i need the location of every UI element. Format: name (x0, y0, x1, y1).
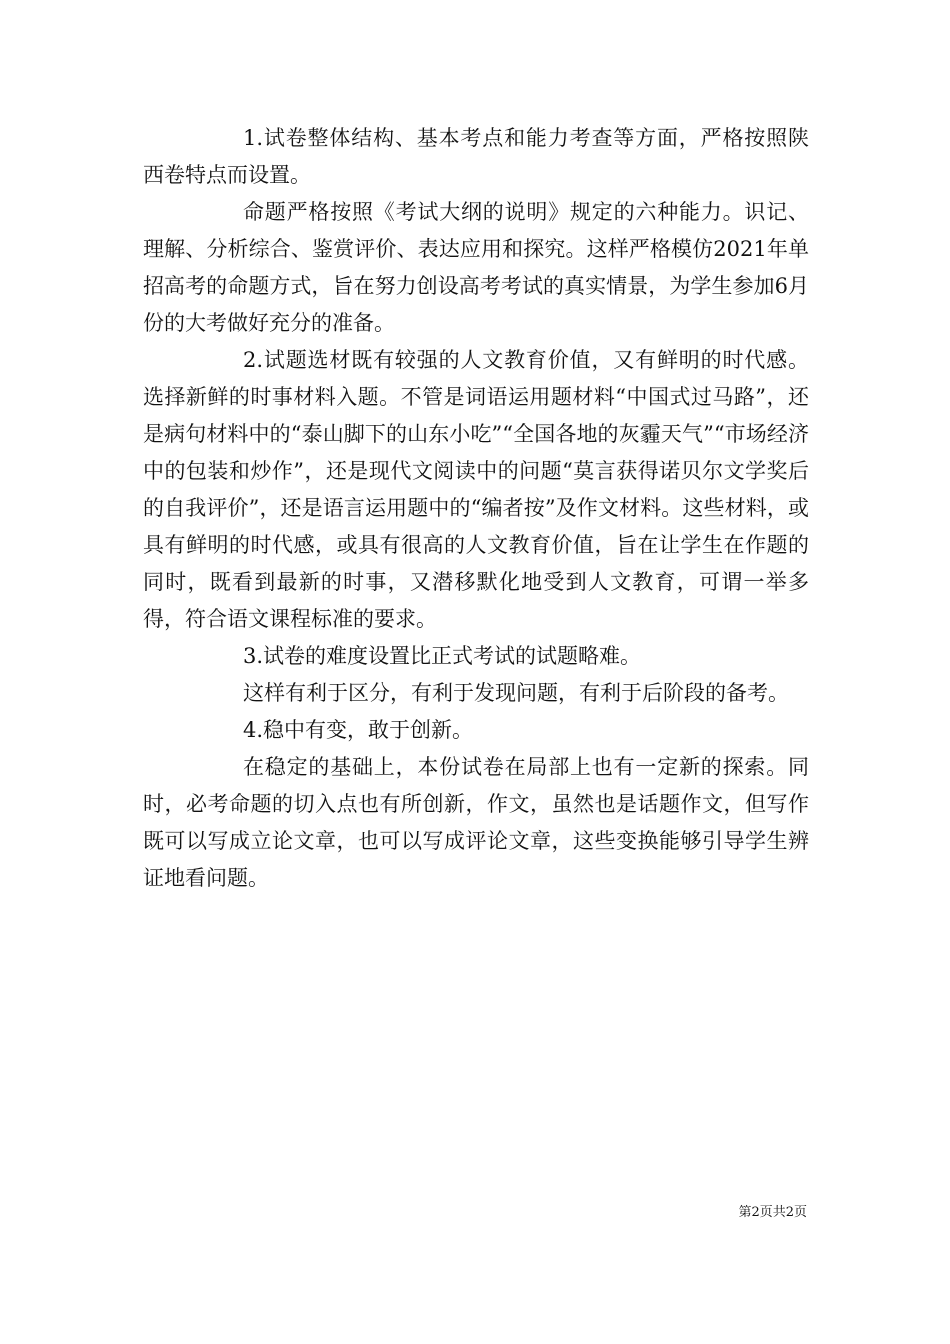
paragraph-5: 这样有利于区分，有利于发现问题，有利于后阶段的备考。 (243, 681, 789, 705)
paragraph-7: 在稳定的基础上，本份试卷在局部上也有一定新的探索。同时，必考命题的切入点也有所创新，作文，虽然也是话题作文，但写作既可以写成立论文章，也可以写成评论文章，这些变换能够引导学生辨证地看问题。 (143, 755, 809, 890)
paragraph-4: 3.试卷的难度设置比正式考试的试题略难。 (243, 644, 642, 668)
paragraph-1: 1.试卷整体结构、基本考点和能力考查等方面，严格按照陕西卷特点而设置。 (143, 126, 809, 187)
document-body (143, 120, 809, 897)
paragraph-2: 命题严格按照《考试大纲的说明》规定的六种能力。识记、理解、分析综合、鉴赏评价、表达应用和探究。这样严格模仿2021年单招高考的命题方式，旨在努力创设高考考试的真实情景，为学生参加6月份的大考做好充分的准备。 (143, 200, 809, 335)
paragraph-6: 4.稳中有变，敢于创新。 (243, 718, 474, 742)
page-number-footer: 第2页共2页 (738, 1205, 807, 1220)
paragraph-3: 2.试题选材既有较强的人文教育价值，又有鲜明的时代感。选择新鲜的时事材料入题。不管是词语运用题材料“中国式过马路”，还是病句材料中的“泰山脚下的山东小吃”“全国各地的灰霾天气”“市场经济中的包装和炒作”，还是现代文阅读中的问题“莫言获得诺贝尔文学奖后的自我评价”，还是语言运用题中的“编者按”及作文材料。这些材料，或具有鲜明的时代感，或具有很高的人文教育价值，旨在让学生在作题的同时，既看到最新的时事，又潜移默化地受到人文教育，可谓一举多得，符合语文课程标准的要求。 (143, 348, 809, 631)
